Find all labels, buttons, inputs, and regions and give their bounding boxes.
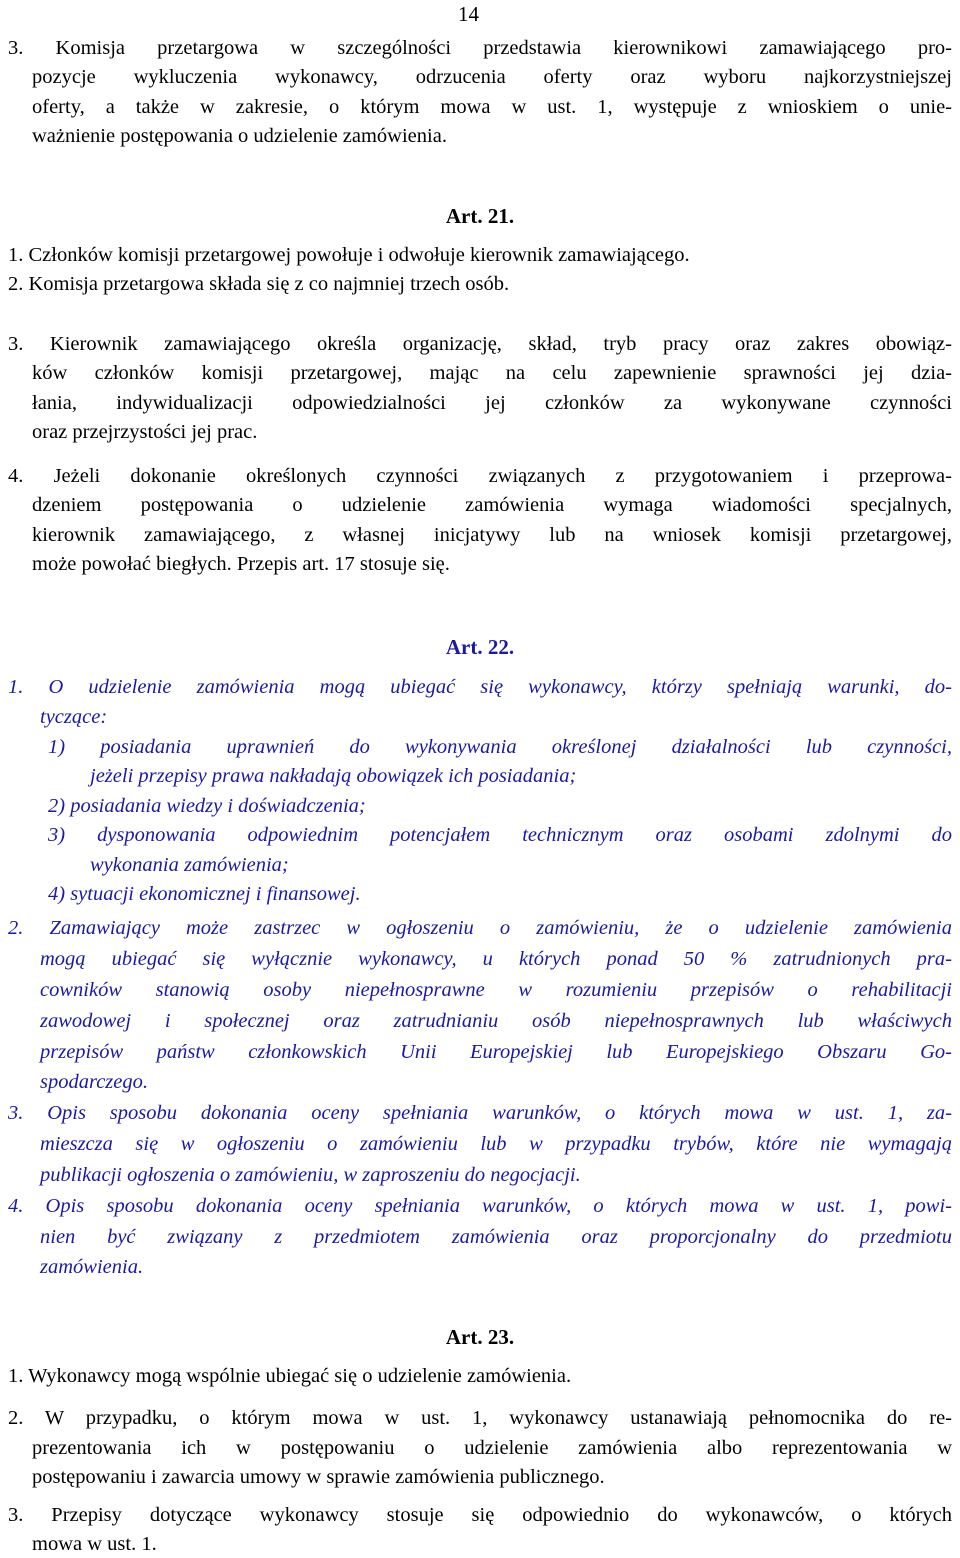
article-heading-21: Art. 21.: [445, 204, 515, 228]
paragraph-line: mieszcza się w ogłoszeniu o zamówieniu lub w przypadku trybów, które nie wymagają: [40, 1133, 952, 1155]
list-item: wykonania zamówienia;: [90, 854, 289, 876]
paragraph-line: 2. Komisja przetargowa składa się z co najmniej trzech osób.: [8, 273, 510, 295]
list-item: 3) dysponowania odpowiednim potencjałem technicznym oraz osobami zdolnymi do: [48, 824, 952, 846]
paragraph-line: łania, indywidualizacji odpowiedzialności jej członków za wykonywane czynności: [32, 392, 952, 414]
paragraph-line: oraz przejrzystości jej prac.: [32, 421, 258, 443]
paragraph-line: mogą ubiegać się wyłącznie wykonawcy, u których ponad 50 % zatrudnionych pra-: [40, 948, 952, 970]
paragraph-line: 1. Wykonawcy mogą wspólnie ubiegać się o udzielenie zamówienia.: [8, 1365, 572, 1387]
paragraph-line: tyczące:: [40, 706, 108, 728]
paragraph-line: prezentowania ich w postępowaniu o udzielenie zamówienia albo reprezentowania w: [32, 1437, 952, 1459]
paragraph-line: 2. Zamawiający może zastrzec w ogłoszeniu o zamówieniu, że o udzielenie zamówienia: [8, 917, 952, 939]
article-heading-23: Art. 23.: [445, 1325, 515, 1349]
paragraph-line: 3. Opis sposobu dokonania oceny spełniania warunków, o których mowa w ust. 1, za-: [8, 1102, 952, 1124]
paragraph-line: 3. Kierownik zamawiającego określa organizację, skład, tryb pracy oraz zakres obowiąz-: [8, 333, 952, 355]
paragraph-line: 4. Jeżeli dokonanie określonych czynności związanych z przygotowaniem i przeprowa-: [8, 465, 952, 487]
paragraph-line: dzeniem postępowania o udzielenie zamówienia wymaga wiadomości specjalnych,: [32, 494, 952, 516]
list-item: 2) posiadania wiedzy i doświadczenia;: [48, 795, 366, 817]
paragraph-line: 4. Opis sposobu dokonania oceny spełniania warunków, o których mowa w ust. 1, powi-: [8, 1195, 952, 1217]
paragraph-line: cowników stanowią osoby niepełnosprawne w rozumieniu przepisów o rehabilitacji: [40, 979, 952, 1001]
paragraph-line: ważnienie postępowania o udzielenie zamówienia.: [32, 125, 447, 147]
paragraph-line: spodarczego.: [40, 1071, 148, 1093]
list-item: jeżeli przepisy prawa nakładają obowiązek ich posiadania;: [90, 765, 577, 787]
paragraph-line: postępowaniu i zawarcia umowy w sprawie zamówienia publicznego.: [32, 1466, 605, 1488]
paragraph-line: przepisów państw członkowskich Unii Europejskiej lub Europejskiego Obszaru Go-: [40, 1041, 952, 1063]
list-item: 4) sytuacji ekonomicznej i finansowej.: [48, 883, 361, 905]
paragraph-line: może powołać biegłych. Przepis art. 17 stosuje się.: [32, 553, 450, 575]
paragraph-line: publikacji ogłoszenia o zamówieniu, w zaproszeniu do negocjacji.: [40, 1164, 581, 1186]
paragraph-line: 1. O udzielenie zamówienia mogą ubiegać się wykonawcy, którzy spełniają warunki, do-: [8, 676, 952, 698]
paragraph-line: kierownik zamawiającego, z własnej inicjatywy lub na wniosek komisji przetargowej,: [32, 524, 952, 546]
paragraph-line: oferty, a także w zakresie, o którym mowa w ust. 1, występuje z wnioskiem o unie-: [32, 96, 952, 118]
paragraph-line: 1. Członków komisji przetargowej powołuje i odwołuje kierownik zamawiającego.: [8, 244, 690, 266]
article-heading-22: Art. 22.: [445, 635, 515, 659]
paragraph-line: zamówienia.: [40, 1256, 144, 1278]
paragraph-line: 2. W przypadku, o którym mowa w ust. 1, wykonawcy ustanawiają pełnomocnika do re-: [8, 1407, 952, 1429]
paragraph-line: zawodowej i społecznej oraz zatrudnianiu osób niepełnosprawnych lub właściwych: [40, 1010, 952, 1032]
paragraph-line: nien być związany z przedmiotem zamówienia oraz proporcjonalny do przedmiotu: [40, 1226, 952, 1248]
list-item: 1) posiadania uprawnień do wykonywania określonej działalności lub czynności,: [48, 736, 952, 758]
paragraph-line: 3. Przepisy dotyczące wykonawcy stosuje się odpowiednio do wykonawców, o których: [8, 1504, 952, 1526]
page-number: 14: [458, 2, 479, 26]
paragraph-line: pozycje wykluczenia wykonawcy, odrzucenia oferty oraz wyboru najkorzystniejszej: [32, 66, 952, 88]
paragraph-line: 3. Komisja przetargowa w szczególności przedstawia kierownikowi zamawiającego pro-: [8, 37, 952, 59]
paragraph-line: ków członków komisji przetargowej, mając na celu zapewnienie sprawności jej dzia-: [32, 362, 952, 384]
paragraph-line: mowa w ust. 1.: [32, 1533, 157, 1555]
